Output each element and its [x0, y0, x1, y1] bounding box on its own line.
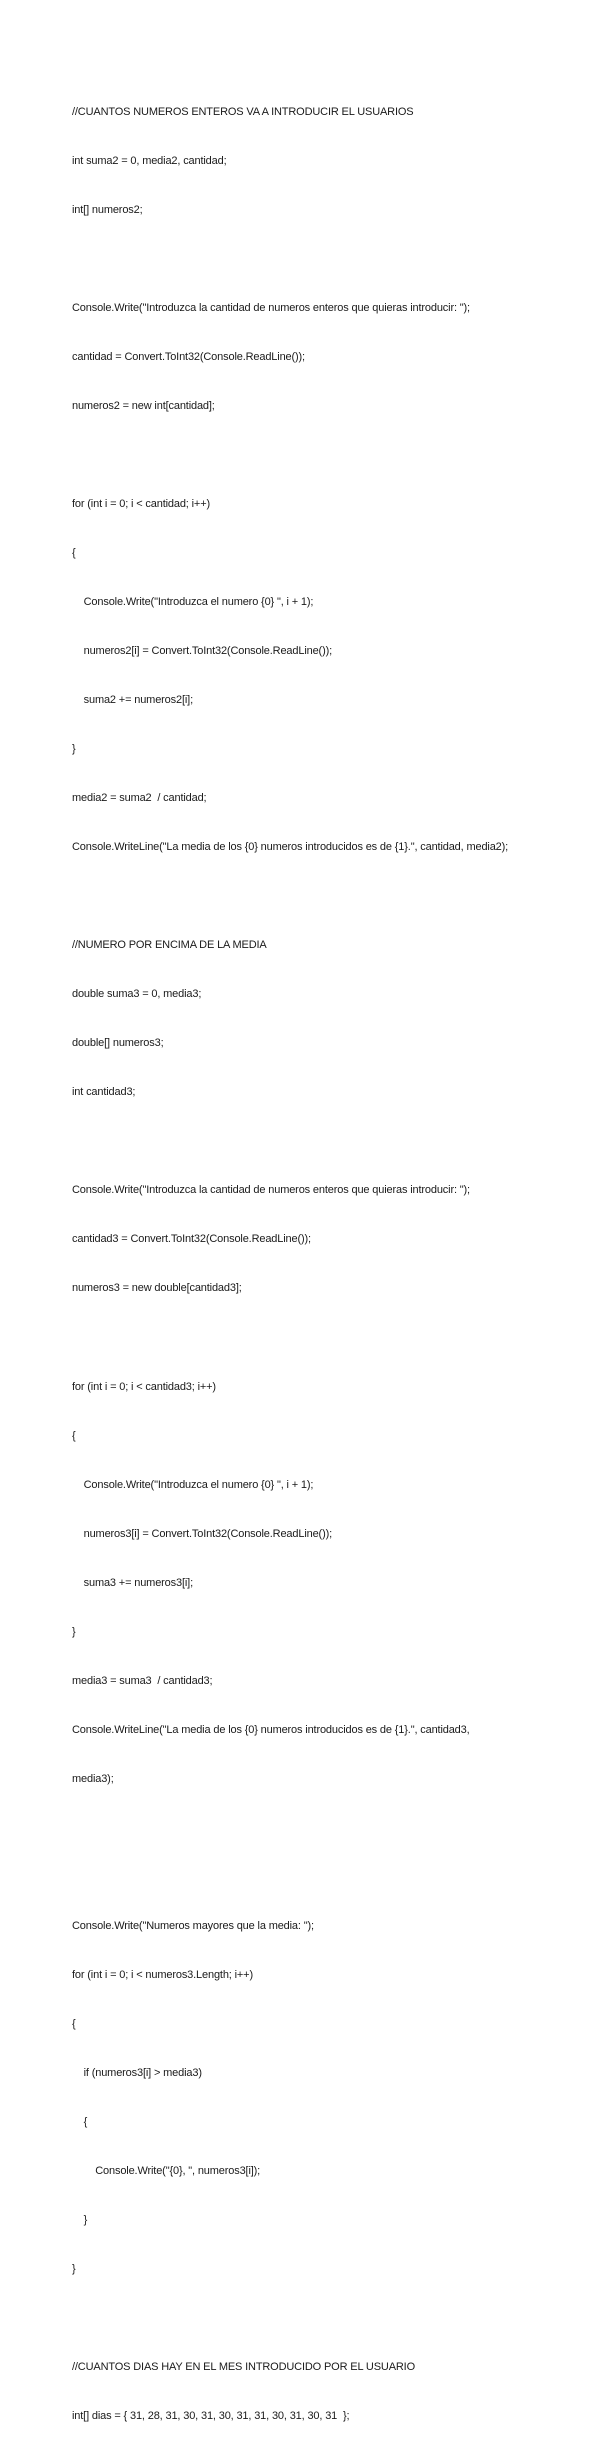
code-line: Console.Write("{0}, ", numeros3[i]);: [72, 2165, 261, 2177]
code-line: Console.Write("Introduzca la cantidad de numeros enteros que quieras introducir: ");: [72, 1184, 470, 1197]
code-line: if (numeros3[i] > media3): [72, 2066, 202, 2079]
blank-line: [72, 2310, 542, 2326]
comment-line: //CUANTOS DIAS HAY EN EL MES INTRODUCIDO POR EL USUARIO: [72, 2361, 415, 2374]
code-line: Console.Write("Introduzca el numero {0} ", i + 1);: [72, 596, 314, 608]
code-line: }: [72, 1625, 76, 1638]
code-block: [72, 71, 542, 2457]
code-line: numeros2[i] = Convert.ToInt32(Console.ReadLine());: [72, 645, 333, 658]
code-line: media2 = suma2 / cantidad;: [72, 792, 207, 805]
code-line: numeros3[i] = Convert.ToInt32(Console.ReadLine());: [72, 1527, 333, 1540]
code-line: Console.Write("Introduzca la cantidad de numeros enteros que quieras introducir: ");: [72, 301, 470, 314]
code-line: numeros2 = new int[cantidad];: [72, 399, 215, 412]
code-line: for (int i = 0; i < cantidad3; i++): [72, 1380, 216, 1393]
code-line: {: [72, 1429, 76, 1442]
code-line: media3);: [72, 1772, 114, 1785]
blank-line: [72, 251, 542, 267]
blank-line: [72, 1329, 542, 1345]
code-line: int[] dias = { 31, 28, 31, 30, 31, 30, 31, 31, 30, 31, 30, 31 };: [72, 2410, 350, 2423]
code-line: }: [72, 743, 76, 756]
code-line: for (int i = 0; i < cantidad; i++): [72, 497, 210, 510]
code-line: suma3 += numeros3[i];: [72, 1576, 193, 1589]
code-line: {: [72, 2017, 76, 2030]
code-line: int suma2 = 0, media2, cantidad;: [72, 154, 227, 167]
code-line: double[] numeros3;: [72, 1037, 164, 1050]
code-line: {: [72, 546, 76, 559]
blank-line: [72, 888, 542, 904]
code-line: for (int i = 0; i < numeros3.Length; i++): [72, 1968, 253, 1981]
code-line: {: [72, 2115, 88, 2128]
code-line: int[] numeros2;: [72, 203, 143, 216]
code-line: cantidad3 = Convert.ToInt32(Console.ReadLine());: [72, 1233, 311, 1246]
code-line: numeros3 = new double[cantidad3];: [72, 1282, 242, 1295]
comment-line: //CUANTOS NUMEROS ENTEROS VA A INTRODUCIR EL USUARIOS: [72, 105, 414, 118]
code-line: Console.WriteLine("La media de los {0} numeros introducidos es de {1}.", cantidad, media2);: [72, 841, 509, 854]
code-line: }: [72, 2263, 76, 2276]
code-line: double suma3 = 0, media3;: [72, 988, 202, 1001]
blank-line: [72, 447, 542, 463]
code-line: Console.WriteLine("La media de los {0} numeros introducidos es de {1}.", cantidad3,: [72, 1723, 470, 1736]
blank-line: [72, 1133, 542, 1149]
code-line: }: [72, 2214, 88, 2227]
code-line: int cantidad3;: [72, 1086, 136, 1099]
code-line: media3 = suma3 / cantidad3;: [72, 1674, 213, 1687]
blank-line: [72, 1869, 542, 1885]
code-line: suma2 += numeros2[i];: [72, 694, 193, 707]
blank-line: [72, 1820, 542, 1836]
comment-line: //NUMERO POR ENCIMA DE LA MEDIA: [72, 939, 267, 952]
code-line: cantidad = Convert.ToInt32(Console.ReadLine());: [72, 350, 305, 363]
code-line: Console.Write("Numeros mayores que la media: ");: [72, 1919, 314, 1932]
code-line: Console.Write("Introduzca el numero {0} ", i + 1);: [72, 1478, 314, 1491]
